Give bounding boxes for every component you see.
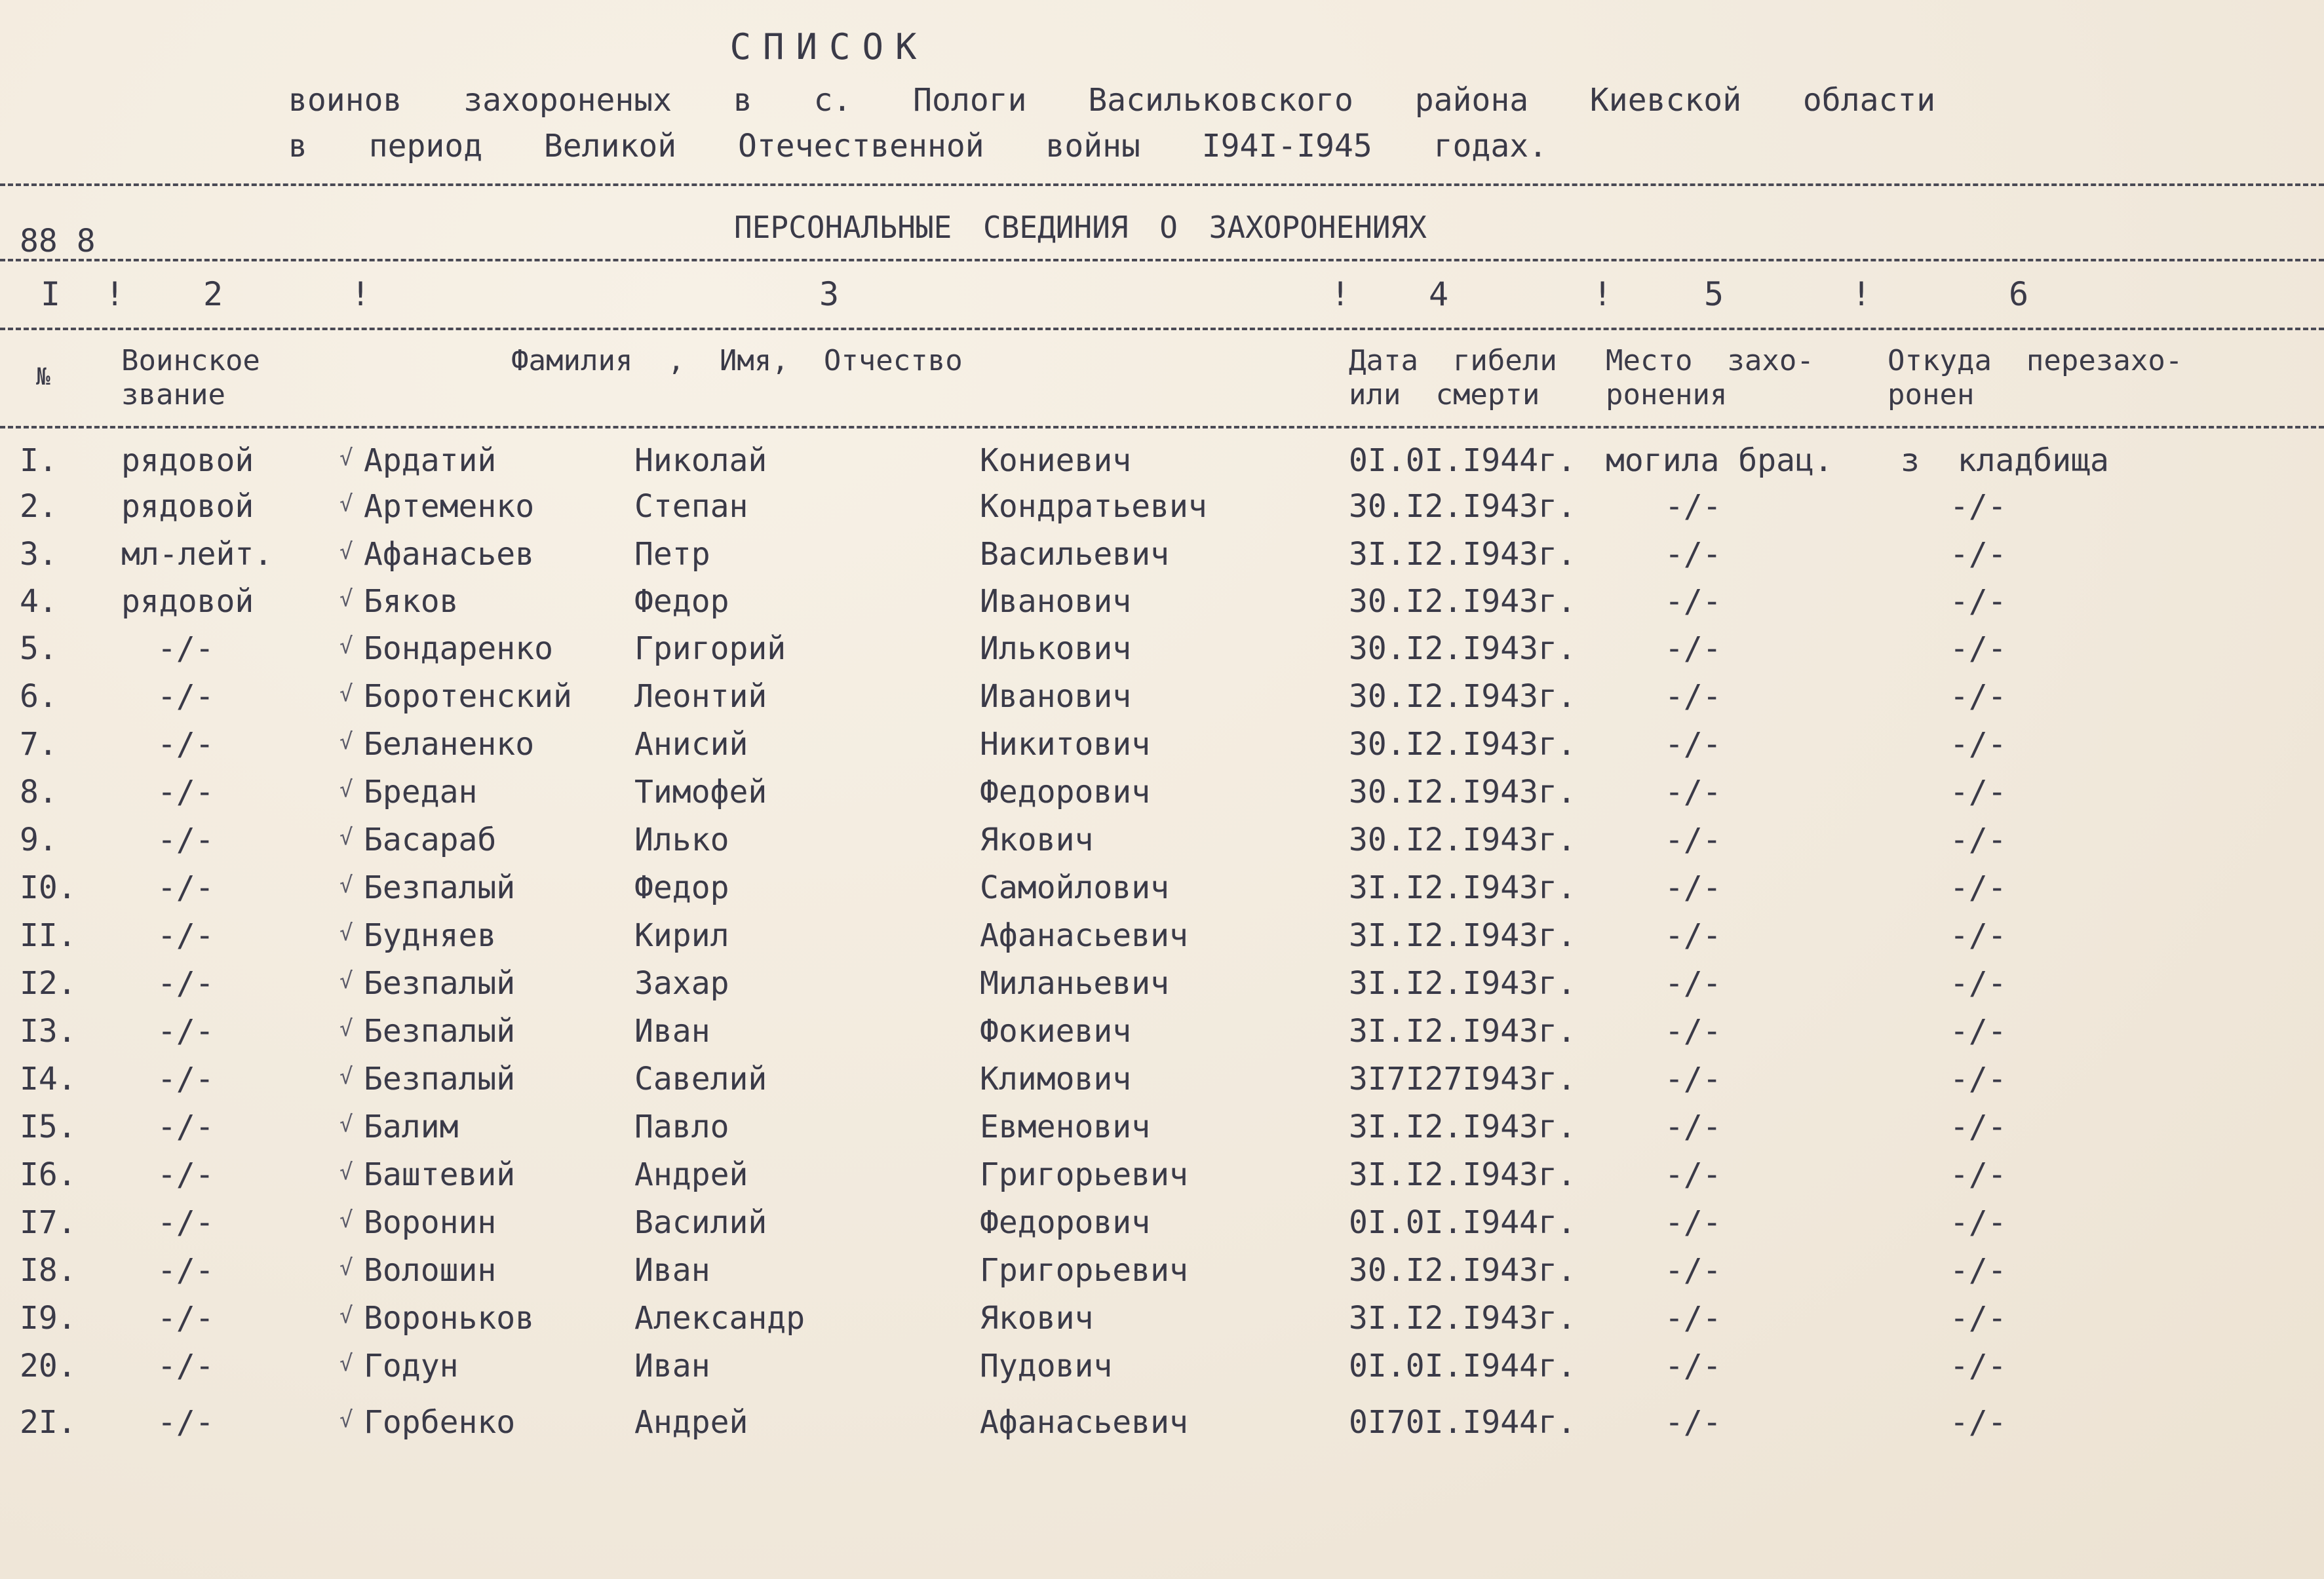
row-last-name: Вороньков	[364, 1300, 535, 1337]
row-first-name: Павло	[634, 1109, 729, 1145]
row-death-date: 30.I2.I943г.	[1349, 630, 1576, 667]
row-burial-place: -/-	[1665, 726, 1722, 763]
check-mark-icon: √	[339, 1303, 353, 1329]
row-first-name: Федор	[634, 583, 729, 620]
row-number: 20.	[20, 1348, 77, 1384]
check-mark-icon: √	[339, 1111, 353, 1137]
table-row	[0, 1156, 2324, 1202]
row-patronymic: Иванович	[980, 678, 1132, 715]
check-mark-icon: √	[339, 681, 353, 707]
row-reburied-from: -/-	[1950, 1204, 2007, 1241]
row-number: 2.	[20, 488, 58, 525]
table-row	[0, 630, 2324, 676]
section-title: ПЕРСОНАЛЬНЫЕ СВЕДИНИЯ О ЗАХОРОНЕНИЯХ	[734, 210, 1427, 245]
row-death-date: 3I.I2.I943г.	[1349, 965, 1576, 1002]
row-first-name: Федор	[634, 869, 729, 906]
row-rank: -/-	[157, 822, 214, 858]
header-name: Фамилия , Имя, Отчество	[511, 344, 963, 377]
subtitle-line-1: воинов захороненых в с. Пологи Васильковского района Киевской области	[288, 82, 1936, 119]
header-rank: Воинское звание	[121, 344, 260, 411]
row-reburied-from: -/-	[1950, 1300, 2007, 1337]
header-burial-place: Место захо- ронения	[1606, 344, 1814, 411]
row-death-date: 3I.I2.I943г.	[1349, 917, 1576, 954]
row-last-name: Будняев	[364, 917, 497, 954]
document-title: СПИСОК	[729, 26, 929, 67]
column-number: I	[41, 275, 61, 313]
row-death-date: 3I.I2.I943г.	[1349, 1300, 1576, 1337]
row-reburied-from: -/-	[1950, 1109, 2007, 1145]
check-mark-icon: √	[339, 1407, 353, 1433]
row-number: I.	[20, 442, 58, 479]
row-patronymic: Пудович	[980, 1348, 1113, 1384]
row-reburied-from: -/-	[1950, 822, 2007, 858]
row-burial-place: -/-	[1665, 1156, 1722, 1193]
column-number: 6	[2009, 275, 2029, 313]
divider	[0, 183, 2324, 186]
row-reburied-from: -/-	[1950, 583, 2007, 620]
row-last-name: Баштевий	[364, 1156, 516, 1193]
row-last-name: Безпалый	[364, 965, 516, 1002]
check-mark-icon: √	[339, 1016, 353, 1042]
row-last-name: Безпалый	[364, 869, 516, 906]
row-last-name: Бондаренко	[364, 630, 553, 667]
row-patronymic: Иванович	[980, 583, 1132, 620]
table-row	[0, 917, 2324, 963]
row-first-name: Григорий	[634, 630, 786, 667]
row-rank: мл-лейт.	[121, 536, 273, 573]
row-rank: -/-	[157, 1252, 214, 1289]
row-death-date: 30.I2.I943г.	[1349, 726, 1576, 763]
check-mark-icon: √	[339, 1350, 353, 1377]
row-first-name: Иван	[634, 1348, 710, 1384]
row-reburied-from: -/-	[1950, 678, 2007, 715]
row-patronymic: Афанасьевич	[980, 917, 1188, 954]
row-first-name: Петр	[634, 536, 710, 573]
row-number: 5.	[20, 630, 58, 667]
row-reburied-from: -/-	[1950, 1404, 2007, 1441]
row-last-name: Боротенский	[364, 678, 572, 715]
row-first-name: Василий	[634, 1204, 767, 1241]
row-number: 9.	[20, 822, 58, 858]
table-row	[0, 869, 2324, 915]
row-last-name: Безпалый	[364, 1013, 516, 1050]
row-rank: -/-	[157, 1013, 214, 1050]
check-mark-icon: √	[339, 920, 353, 946]
row-patronymic: Федорович	[980, 774, 1151, 810]
row-number: I3.	[20, 1013, 77, 1050]
table-row	[0, 1300, 2324, 1346]
row-patronymic: Васильевич	[980, 536, 1169, 573]
row-reburied-from: -/-	[1950, 1013, 2007, 1050]
check-mark-icon: √	[339, 445, 353, 471]
header-number: №	[36, 364, 50, 390]
row-reburied-from: -/-	[1950, 536, 2007, 573]
row-last-name: Безпалый	[364, 1061, 516, 1097]
row-rank: -/-	[157, 965, 214, 1002]
row-burial-place: -/-	[1665, 965, 1722, 1002]
row-death-date: 3I.I2.I943г.	[1349, 1156, 1576, 1193]
column-separator: !	[105, 275, 125, 313]
row-rank: -/-	[157, 1156, 214, 1193]
row-number: I9.	[20, 1300, 77, 1337]
row-last-name: Афанасьев	[364, 536, 535, 573]
check-mark-icon: √	[339, 539, 353, 565]
row-number: I8.	[20, 1252, 77, 1289]
row-first-name: Илько	[634, 822, 729, 858]
check-mark-icon: √	[339, 776, 353, 803]
row-number: 6.	[20, 678, 58, 715]
row-death-date: 30.I2.I943г.	[1349, 488, 1576, 525]
row-reburied-from: -/-	[1950, 965, 2007, 1002]
table-row	[0, 1404, 2324, 1450]
table-row	[0, 774, 2324, 820]
row-burial-place: -/-	[1665, 869, 1722, 906]
check-mark-icon: √	[339, 872, 353, 898]
row-patronymic: Якович	[980, 822, 1094, 858]
row-first-name: Николай	[634, 442, 767, 479]
row-number: I7.	[20, 1204, 77, 1241]
row-first-name: Андрей	[634, 1156, 748, 1193]
row-patronymic: Илькович	[980, 630, 1132, 667]
check-mark-icon: √	[339, 1159, 353, 1185]
row-death-date: 30.I2.I943г.	[1349, 678, 1576, 715]
row-reburied-from: -/-	[1950, 1061, 2007, 1097]
row-patronymic: Фокиевич	[980, 1013, 1132, 1050]
column-separator: !	[351, 275, 371, 313]
row-burial-place: -/-	[1665, 536, 1722, 573]
column-number: 4	[1429, 275, 1449, 313]
row-rank: -/-	[157, 774, 214, 810]
row-burial-place: -/-	[1665, 1252, 1722, 1289]
row-death-date: 30.I2.I943г.	[1349, 1252, 1576, 1289]
table-row	[0, 536, 2324, 582]
check-mark-icon: √	[339, 491, 353, 517]
row-rank: -/-	[157, 726, 214, 763]
row-rank: -/-	[157, 1109, 214, 1145]
check-mark-icon: √	[339, 968, 353, 994]
row-first-name: Тимофей	[634, 774, 767, 810]
row-patronymic: Никитович	[980, 726, 1151, 763]
row-death-date: 30.I2.I943г.	[1349, 583, 1576, 620]
row-patronymic: Якович	[980, 1300, 1094, 1337]
handwritten-annotation: 88 8	[20, 223, 96, 259]
table-row	[0, 1252, 2324, 1298]
row-death-date: 3I7I27I943г.	[1349, 1061, 1576, 1097]
row-number: I2.	[20, 965, 77, 1002]
row-reburied-from: з кладбища	[1901, 442, 2109, 479]
row-burial-place: -/-	[1665, 1204, 1722, 1241]
row-rank: -/-	[157, 1300, 214, 1337]
row-first-name: Иван	[634, 1252, 710, 1289]
row-rank: -/-	[157, 1348, 214, 1384]
row-reburied-from: -/-	[1950, 1252, 2007, 1289]
table-row	[0, 726, 2324, 772]
row-number: 2I.	[20, 1404, 77, 1441]
row-burial-place: -/-	[1665, 1404, 1722, 1441]
row-first-name: Кирил	[634, 917, 729, 954]
header-reburied-from: Откуда перезахо- ронен	[1888, 344, 2183, 411]
row-rank: рядовой	[121, 583, 254, 620]
row-last-name: Бяков	[364, 583, 459, 620]
table-row	[0, 678, 2324, 724]
row-death-date: 0I.0I.I944г.	[1349, 1348, 1576, 1384]
row-first-name: Захар	[634, 965, 729, 1002]
check-mark-icon: √	[339, 729, 353, 755]
row-last-name: Волошин	[364, 1252, 497, 1289]
table-row	[0, 583, 2324, 629]
row-number: I6.	[20, 1156, 77, 1193]
table-row	[0, 1109, 2324, 1154]
row-burial-place: -/-	[1665, 1061, 1722, 1097]
table-row	[0, 1013, 2324, 1059]
column-separator: !	[1330, 275, 1351, 313]
row-patronymic: Кониевич	[980, 442, 1132, 479]
row-reburied-from: -/-	[1950, 1348, 2007, 1384]
row-last-name: Воронин	[364, 1204, 497, 1241]
row-number: II.	[20, 917, 77, 954]
row-rank: -/-	[157, 917, 214, 954]
row-patronymic: Евменович	[980, 1109, 1151, 1145]
row-reburied-from: -/-	[1950, 726, 2007, 763]
column-number: 5	[1704, 275, 1724, 313]
row-patronymic: Григорьевич	[980, 1156, 1188, 1193]
table-row	[0, 442, 2324, 488]
row-number: 3.	[20, 536, 58, 573]
row-reburied-from: -/-	[1950, 1156, 2007, 1193]
table-row	[0, 1348, 2324, 1394]
row-burial-place: -/-	[1665, 678, 1722, 715]
row-number: 7.	[20, 726, 58, 763]
row-burial-place: -/-	[1665, 1109, 1722, 1145]
row-number: 8.	[20, 774, 58, 810]
row-number: I5.	[20, 1109, 77, 1145]
row-burial-place: -/-	[1665, 822, 1722, 858]
check-mark-icon: √	[339, 1255, 353, 1281]
row-patronymic: Федорович	[980, 1204, 1151, 1241]
check-mark-icon: √	[339, 824, 353, 850]
row-first-name: Иван	[634, 1013, 710, 1050]
column-number: 3	[819, 275, 840, 313]
check-mark-icon: √	[339, 1063, 353, 1090]
row-patronymic: Григорьевич	[980, 1252, 1188, 1289]
row-burial-place: -/-	[1665, 1300, 1722, 1337]
column-separator: !	[1593, 275, 1613, 313]
row-death-date: 3I.I2.I943г.	[1349, 536, 1576, 573]
subtitle-line-2: в период Великой Отечественной войны I94I-I945 годах.	[288, 128, 1548, 164]
row-first-name: Степан	[634, 488, 748, 525]
row-burial-place: -/-	[1665, 1013, 1722, 1050]
table-row	[0, 822, 2324, 867]
row-rank: рядовой	[121, 488, 254, 525]
row-burial-place: -/-	[1665, 774, 1722, 810]
row-reburied-from: -/-	[1950, 917, 2007, 954]
row-first-name: Александр	[634, 1300, 805, 1337]
row-reburied-from: -/-	[1950, 774, 2007, 810]
check-mark-icon: √	[339, 1207, 353, 1233]
row-last-name: Беланенко	[364, 726, 535, 763]
divider	[0, 426, 2324, 428]
table-row	[0, 965, 2324, 1011]
table-row	[0, 488, 2324, 534]
row-last-name: Басараб	[364, 822, 497, 858]
row-reburied-from: -/-	[1950, 869, 2007, 906]
row-last-name: Артеменко	[364, 488, 535, 525]
row-first-name: Анисий	[634, 726, 748, 763]
header-date: Дата гибели или смерти	[1349, 344, 1557, 411]
row-burial-place: -/-	[1665, 488, 1722, 525]
row-rank: -/-	[157, 869, 214, 906]
row-rank: -/-	[157, 1204, 214, 1241]
row-death-date: 0I.0I.I944г.	[1349, 442, 1576, 479]
row-death-date: 3I.I2.I943г.	[1349, 1013, 1576, 1050]
row-number: I0.	[20, 869, 77, 906]
row-first-name: Леонтий	[634, 678, 767, 715]
row-first-name: Андрей	[634, 1404, 748, 1441]
row-patronymic: Кондратьевич	[980, 488, 1207, 525]
row-rank: -/-	[157, 630, 214, 667]
row-rank: -/-	[157, 1404, 214, 1441]
row-death-date: 0I70I.I944г.	[1349, 1404, 1576, 1441]
row-death-date: 30.I2.I943г.	[1349, 822, 1576, 858]
row-reburied-from: -/-	[1950, 488, 2007, 525]
row-last-name: Годун	[364, 1348, 459, 1384]
table-row	[0, 1061, 2324, 1107]
row-patronymic: Афанасьевич	[980, 1404, 1188, 1441]
row-rank: -/-	[157, 1061, 214, 1097]
row-burial-place: -/-	[1665, 917, 1722, 954]
row-number: 4.	[20, 583, 58, 620]
row-patronymic: Самойлович	[980, 869, 1169, 906]
row-burial-place: -/-	[1665, 630, 1722, 667]
row-last-name: Балим	[364, 1109, 459, 1145]
check-mark-icon: √	[339, 586, 353, 612]
row-first-name: Савелий	[634, 1061, 767, 1097]
row-death-date: 0I.0I.I944г.	[1349, 1204, 1576, 1241]
table-row	[0, 1204, 2324, 1250]
row-last-name: Ардатий	[364, 442, 497, 479]
row-death-date: 3I.I2.I943г.	[1349, 869, 1576, 906]
row-burial-place: -/-	[1665, 583, 1722, 620]
row-patronymic: Миланьевич	[980, 965, 1169, 1002]
row-reburied-from: -/-	[1950, 630, 2007, 667]
check-mark-icon: √	[339, 633, 353, 659]
row-death-date: 30.I2.I943г.	[1349, 774, 1576, 810]
row-last-name: Горбенко	[364, 1404, 516, 1441]
column-separator: !	[1851, 275, 1872, 313]
divider	[0, 259, 2324, 261]
row-last-name: Бредан	[364, 774, 478, 810]
row-rank: рядовой	[121, 442, 254, 479]
row-burial-place: могила брац.	[1606, 442, 1833, 479]
column-number: 2	[203, 275, 223, 313]
row-rank: -/-	[157, 678, 214, 715]
divider	[0, 328, 2324, 330]
row-burial-place: -/-	[1665, 1348, 1722, 1384]
row-death-date: 3I.I2.I943г.	[1349, 1109, 1576, 1145]
row-number: I4.	[20, 1061, 77, 1097]
row-patronymic: Климович	[980, 1061, 1132, 1097]
